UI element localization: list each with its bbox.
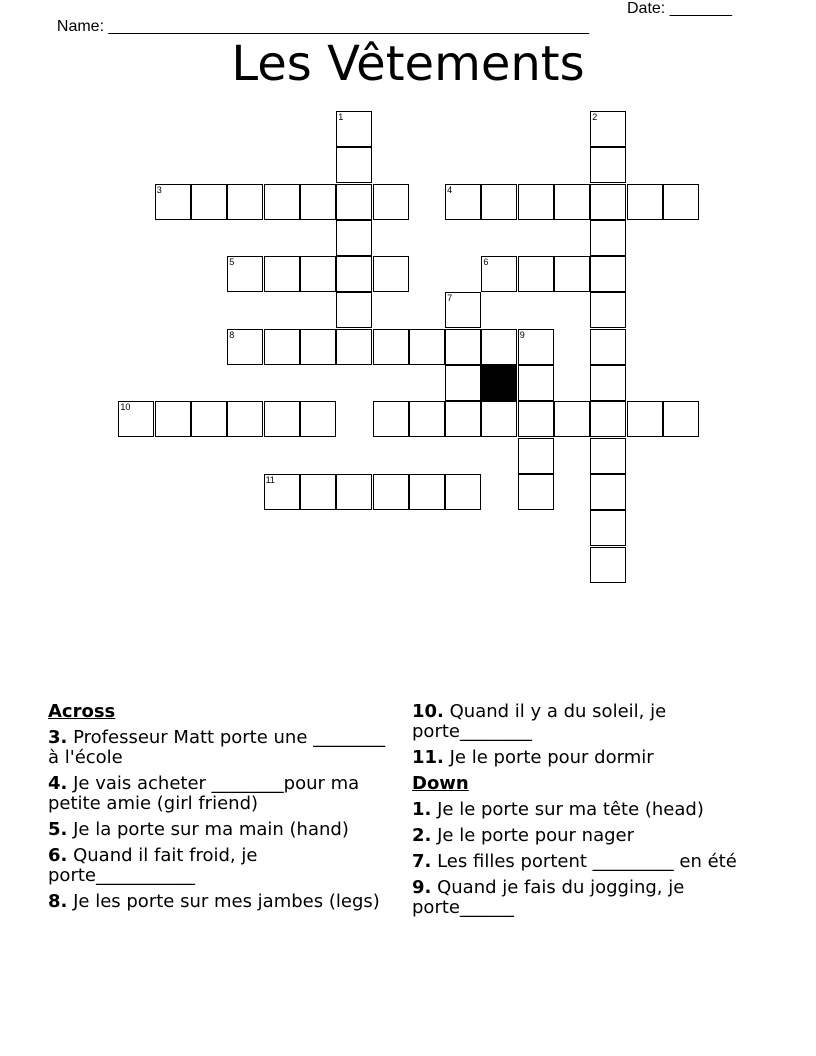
clue-number: 2 [592,111,598,122]
grid-cell[interactable] [663,401,699,437]
clue-item [412,800,762,820]
grid-cell[interactable] [227,401,263,437]
grid-cell[interactable] [590,510,626,546]
clue-number: 7. [412,851,432,872]
grid-cell[interactable] [264,184,300,220]
grid-cell[interactable] [481,184,517,220]
grid-cell[interactable] [590,438,626,474]
grid-cell[interactable] [518,256,554,292]
clue-number: 8. [48,891,68,912]
grid-cell[interactable] [663,184,699,220]
grid-cell[interactable] [300,401,336,437]
clue-number: 7 [447,293,453,304]
grid-cell[interactable] [590,474,626,510]
grid-cell[interactable] [518,401,554,437]
clue-text: Je les porte sur mes jambes (legs) [67,891,380,912]
grid-cell[interactable] [336,220,372,256]
clue-number: 11 [265,474,275,485]
grid-cell-11[interactable] [264,474,300,510]
grid-cell[interactable] [518,365,554,401]
clue-text: Je le porte sur ma tête (head) [431,799,704,820]
grid-cell[interactable] [590,184,626,220]
clue-item [48,820,388,840]
grid-cell[interactable] [409,401,445,437]
grid-cell-2[interactable] [590,111,626,147]
grid-cell[interactable] [590,547,626,583]
grid-cell-4[interactable] [445,184,481,220]
clue-number: 1. [412,799,432,820]
clue-item [48,728,388,768]
clue-text: Je vais acheter ________pour ma petite amie (girl friend) [48,773,360,814]
clue-item [412,748,762,768]
clue-number: 6 [483,257,489,268]
grid-cell-7[interactable] [445,292,481,328]
grid-cell[interactable] [264,256,300,292]
grid-cell[interactable] [373,474,409,510]
grid-cell[interactable] [227,184,263,220]
across-heading: Across [48,701,116,722]
clue-item [412,702,762,742]
clue-text: Je le porte pour nager [431,825,634,846]
clue-number: 9. [412,877,432,898]
clue-text: Professeur Matt porte une ________ à l'école [48,727,386,768]
clue-number: 9 [519,329,525,340]
clue-number: 5 [229,257,235,268]
clue-number: 3. [48,727,68,748]
grid-cell[interactable] [590,147,626,183]
grid-cell[interactable] [590,401,626,437]
clue-number: 5. [48,819,68,840]
clue-item [48,892,388,912]
grid-cell[interactable] [300,256,336,292]
grid-cell-5[interactable] [227,256,263,292]
clue-number: 4. [48,773,68,794]
down-heading: Down [412,773,469,794]
grid-cell[interactable] [627,401,663,437]
grid-cell[interactable] [300,474,336,510]
clue-text: Les filles portent _________ en été [431,851,737,872]
grid-cell[interactable] [590,256,626,292]
clue-text: Quand je fais du jogging, je porte______ [412,877,685,918]
grid-cell[interactable] [300,329,336,365]
clue-number: 10 [120,402,131,413]
grid-cell-3[interactable] [155,184,191,220]
grid-cell[interactable] [373,256,409,292]
grid-cell[interactable] [336,147,372,183]
clue-item [412,826,762,846]
grid-cell[interactable] [409,474,445,510]
grid-cell[interactable] [590,220,626,256]
grid-cell[interactable] [445,401,481,437]
clue-item [412,852,762,872]
grid-cell[interactable] [590,329,626,365]
clue-number: 10. [412,701,444,722]
grid-cell[interactable] [373,184,409,220]
grid-cell[interactable] [445,474,481,510]
grid-cell-10[interactable] [118,401,154,437]
grid-cell[interactable] [445,365,481,401]
clue-number: 8 [229,329,235,340]
grid-cell[interactable] [336,256,372,292]
grid-cell[interactable] [373,329,409,365]
clue-text: Quand il y a du soleil, je porte________ [412,701,667,742]
clue-item [48,846,388,886]
grid-cell[interactable] [336,329,372,365]
grid-cell[interactable] [191,401,227,437]
clue-number: 11. [412,747,444,768]
grid-block [481,365,517,401]
grid-cell[interactable] [627,184,663,220]
grid-cell[interactable] [518,438,554,474]
grid-cell[interactable] [445,329,481,365]
grid-cell[interactable] [409,329,445,365]
grid-cell[interactable] [300,184,336,220]
grid-cell[interactable] [590,292,626,328]
page-title: Les Vêtements [231,36,585,92]
grid-cell[interactable] [336,474,372,510]
name-field[interactable]: Name: ______________________________________________________ [56,18,589,35]
grid-cell[interactable] [554,256,590,292]
grid-cell[interactable] [554,184,590,220]
grid-cell[interactable] [336,292,372,328]
grid-cell-8[interactable] [227,329,263,365]
clue-text: Quand il fait froid, je porte___________ [48,845,258,886]
grid-cell[interactable] [155,401,191,437]
grid-cell[interactable] [518,184,554,220]
clues-right-column [412,702,762,924]
grid-cell[interactable] [191,184,227,220]
clue-number: 4 [447,184,453,195]
grid-cell-6[interactable] [481,256,517,292]
grid-cell[interactable] [264,401,300,437]
grid-cell[interactable] [554,401,590,437]
grid-cell-9[interactable] [518,329,554,365]
clues-left-column [48,702,388,918]
clue-item [412,878,762,918]
grid-cell[interactable] [373,401,409,437]
grid-cell[interactable] [481,401,517,437]
grid-cell[interactable] [481,329,517,365]
clue-number: 6. [48,845,68,866]
clue-number: 2. [412,825,432,846]
clue-item [48,774,388,814]
grid-cell[interactable] [518,474,554,510]
grid-cell[interactable] [336,184,372,220]
clue-number: 3 [156,184,162,195]
clue-text: Je la porte sur ma main (hand) [67,819,349,840]
grid-cell-1[interactable] [336,111,372,147]
grid-cell[interactable] [264,329,300,365]
grid-cell[interactable] [590,365,626,401]
clue-text: Je le porte pour dormir [443,747,654,768]
clue-number: 1 [338,111,344,122]
date-field[interactable]: Date: _______ [627,0,732,17]
